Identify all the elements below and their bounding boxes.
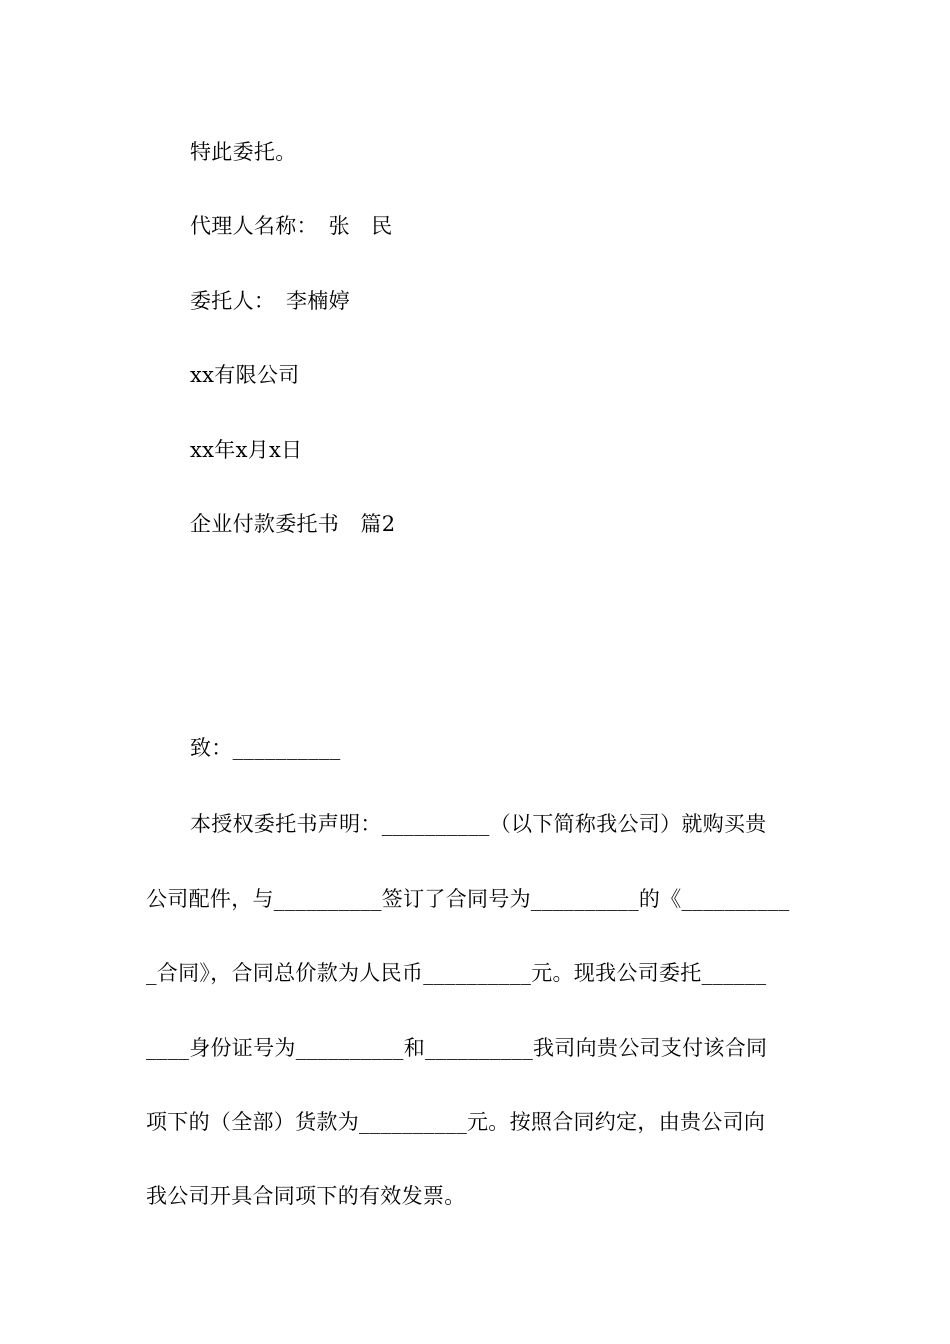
principal-line: 委托人： 李楠婷 [190,289,350,313]
agent-name-line: 代理人名称： 张 民 [190,214,393,238]
addressee-line: 致：__________ [190,736,341,760]
body-paragraph-line-1: 本授权委托书声明：__________（以下简称我公司）就购买贵 [190,812,767,836]
body-paragraph-line-6: 我公司开具合同项下的有效发票。 [146,1184,466,1208]
closing-line: 特此委托。 [190,140,297,164]
body-paragraph-line-3: _合同》，合同总价款为人民币__________元。现我公司委托______ [146,961,767,985]
section-heading: 企业付款委托书 篇2 [190,512,396,536]
body-paragraph-line-2: 公司配件，与__________签订了合同号为__________的《__________ [146,887,790,911]
date-line: xx年x月x日 [190,438,303,462]
body-paragraph-line-5: 项下的（全部）货款为__________元。按照合同约定，由贵公司向 [146,1110,766,1134]
body-paragraph-line-4: ____身份证号为__________和__________我司向贵公司支付该合同 [146,1036,768,1060]
company-name-line: xx有限公司 [190,363,300,387]
